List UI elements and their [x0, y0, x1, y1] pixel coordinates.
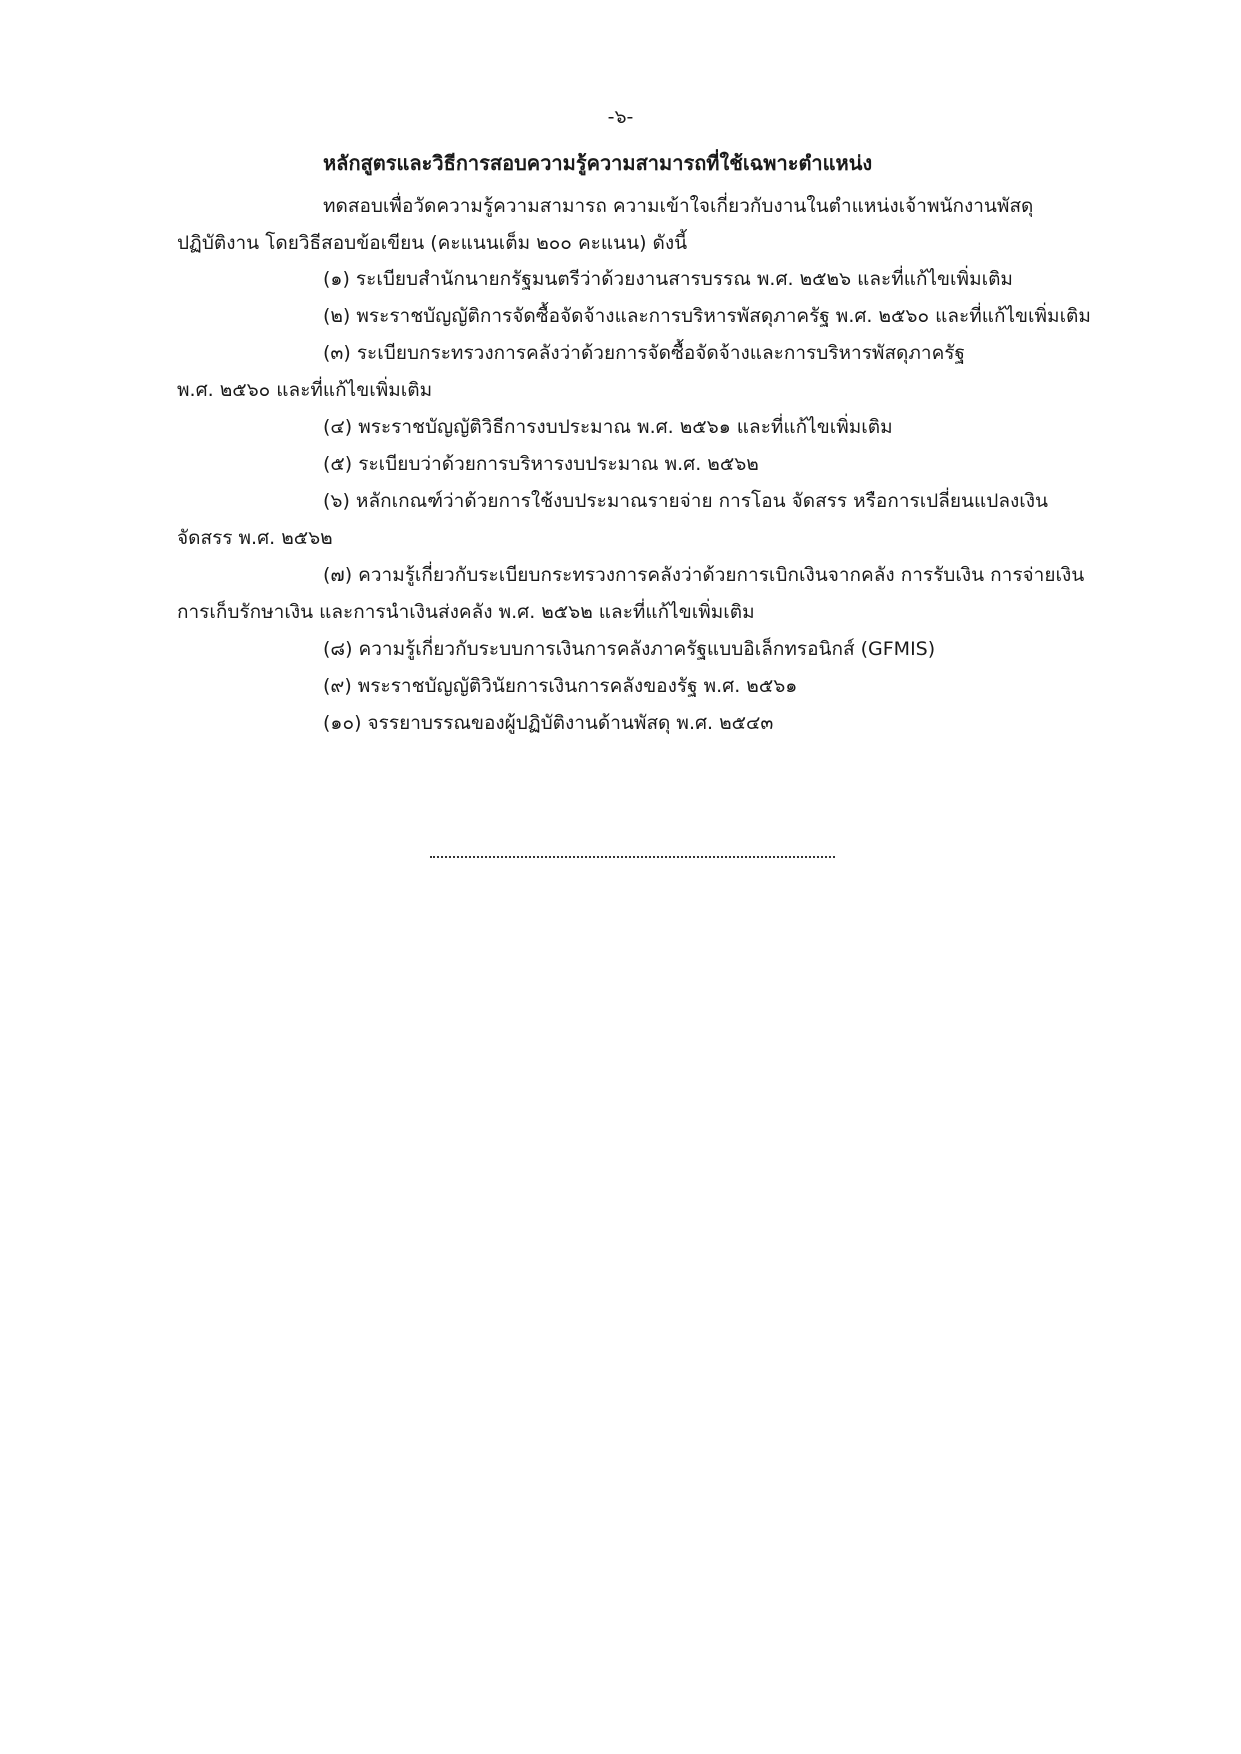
section-heading: หลักสูตรและวิธีการสอบความรู้ความสามารถที่ใช้เฉพาะตำแหน่ง	[323, 151, 873, 175]
end-dotted-rule	[430, 856, 835, 858]
list-item-10: (๑๐) จรรยาบรรณของผู้ปฏิบัติงานด้านพัสดุ พ.ศ. ๒๕๔๓	[323, 712, 774, 734]
list-item-9: (๙) พระราชบัญญัติวินัยการเงินการคลังของรัฐ พ.ศ. ๒๕๖๑	[323, 675, 798, 697]
list-item-7: (๗) ความรู้เกี่ยวกับระเบียบกระทรวงการคลังว่าด้วยการเบิกเงินจากคลัง การรับเงิน การจ่ายเงิน	[323, 564, 1085, 586]
intro-line-2: ปฏิบัติงาน โดยวิธีสอบข้อเขียน (คะแนนเต็ม ๒๐๐ คะแนน) ดังนี้	[177, 232, 688, 254]
list-item-3-continuation: พ.ศ. ๒๕๖๐ และที่แก้ไขเพิ่มเติม	[177, 379, 433, 401]
list-item-2: (๒) พระราชบัญญัติการจัดซื้อจัดจ้างและการบริหารพัสดุภาครัฐ พ.ศ. ๒๕๖๐ และที่แก้ไขเพิ่มเติม	[323, 305, 1091, 327]
list-item-6: (๖) หลักเกณฑ์ว่าด้วยการใช้งบประมาณรายจ่าย การโอน จัดสรร หรือการเปลี่ยนแปลงเงิน	[323, 490, 1048, 512]
list-item-1: (๑) ระเบียบสำนักนายกรัฐมนตรีว่าด้วยงานสารบรรณ พ.ศ. ๒๕๒๖ และที่แก้ไขเพิ่มเติม	[323, 268, 1013, 290]
list-item-8: (๘) ความรู้เกี่ยวกับระบบการเงินการคลังภาครัฐแบบอิเล็กทรอนิกส์ (GFMIS)	[323, 638, 936, 660]
list-item-5: (๕) ระเบียบว่าด้วยการบริหารงบประมาณ พ.ศ. ๒๕๖๒	[323, 453, 759, 475]
page-number: -๖-	[607, 106, 634, 128]
intro-line-1: ทดสอบเพื่อวัดความรู้ความสามารถ ความเข้าใจเกี่ยวกับงานในตำแหน่งเจ้าพนักงานพัสดุ	[323, 195, 1034, 217]
list-item-6-continuation: จัดสรร พ.ศ. ๒๕๖๒	[177, 527, 333, 549]
list-item-7-continuation: การเก็บรักษาเงิน และการนำเงินส่งคลัง พ.ศ. ๒๕๖๒ และที่แก้ไขเพิ่มเติม	[177, 601, 755, 623]
list-item-4: (๔) พระราชบัญญัติวิธีการงบประมาณ พ.ศ. ๒๕๖๑ และที่แก้ไขเพิ่มเติม	[323, 416, 893, 438]
list-item-3: (๓) ระเบียบกระทรวงการคลังว่าด้วยการจัดซื้อจัดจ้างและการบริหารพัสดุภาครัฐ	[323, 342, 965, 364]
